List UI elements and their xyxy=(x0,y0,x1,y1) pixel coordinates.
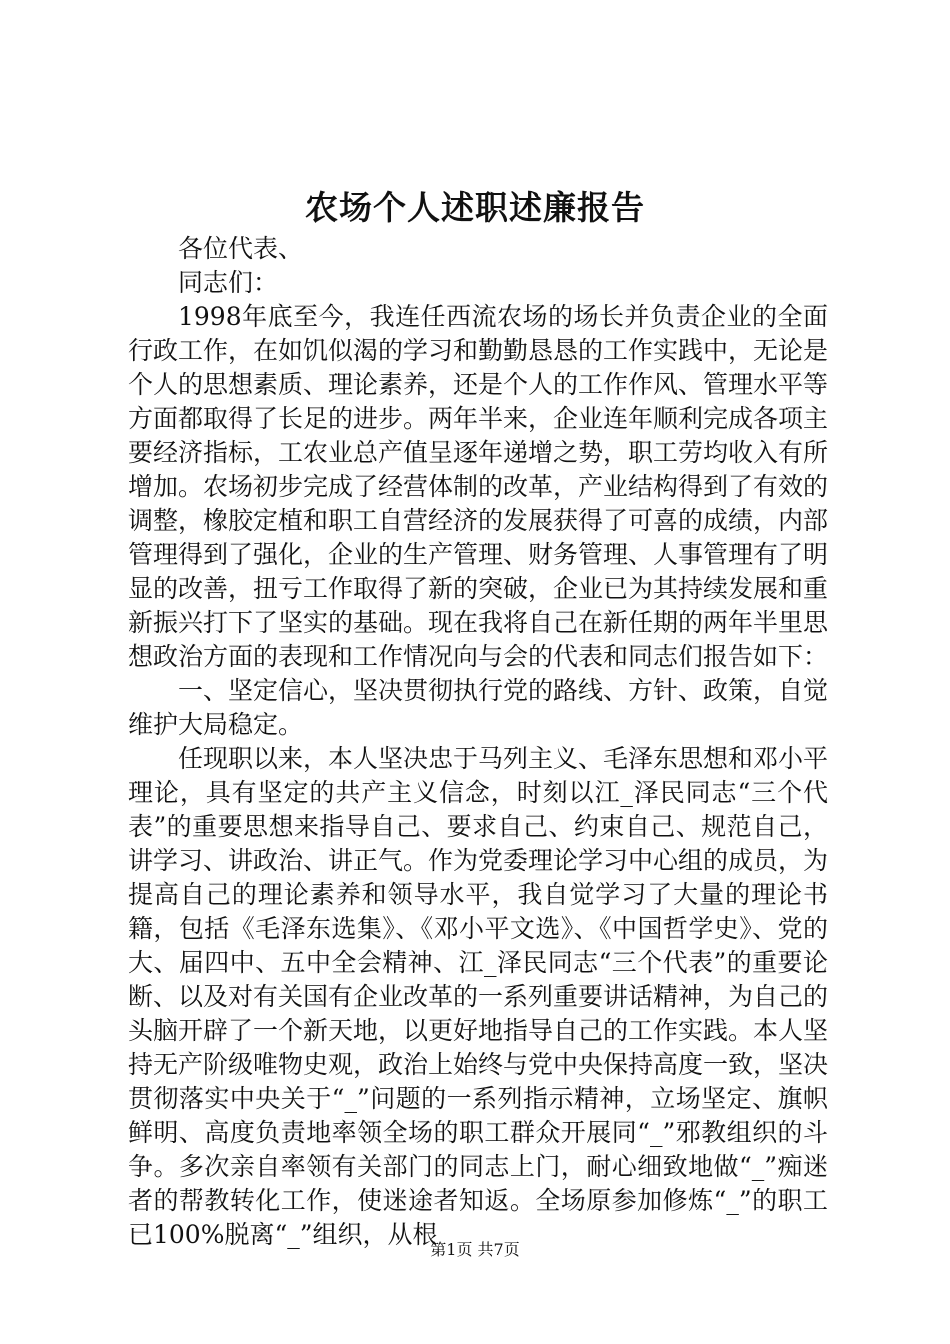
section-1-paragraph: 任现职以来，本人坚决忠于马列主义、毛泽东思想和邓小平理论，具有坚定的共产主义信念，时刻以江_泽民同志“三个代表”的重要思想来指导自己、要求自己、约束自己、规范自己，讲学习、讲政治、讲正气。作为党委理论学习中心组的成员，为提高自己的理论素养和领导水平，我自觉学习了大量的理论书籍，包括《毛泽东选集》、《邓小平文选》、《中国哲学史》、党的大、届四中、五中全会精神、江_泽民同志“三个代表”的重要论断、以及对有关国有企业改革的一系列重要讲话精神，为自己的头脑开辟了一个新天地，以更好地指导自己的工作实践。本人坚持无产阶级唯物史观，政治上始终与党中央保持高度一致，坚决贯彻落实中央关于“_”问题的一系列指示精神，立场坚定、旗帜鲜明、高度负责地率领全场的职工群众开展同“_”邪教组织的斗争。多次亲自率领有关部门的同志上门，耐心细致地做“_”痴迷者的帮教转化工作，使迷途者知返。全场原参加修炼“_”的职工已100%脱离“_”组织，从根 xyxy=(128,744,829,1249)
page-footer: 第1页 共7页 xyxy=(430,1240,520,1259)
salutation-line-1: 各位代表、 xyxy=(178,234,304,263)
section-heading-1: 一、坚定信心，坚决贯彻执行党的路线、方针、政策，自觉维护大局稳定。 xyxy=(128,676,829,739)
salutation-line-2: 同志们： xyxy=(178,268,279,297)
document-title: 农场个人述职述廉报告 xyxy=(305,188,645,227)
intro-paragraph: 1998年底至今，我连任西流农场的场长并负责企业的全面行政工作，在如饥似渴的学习和勤勤恳恳的工作实践中，无论是个人的思想素质、理论素养，还是个人的工作作风、管理水平等方面都取得了长足的进步。两年半来，企业连年顺利完成各项主要经济指标，工农业总产值呈逐年递增之势，职工劳均收入有所增加。农场初步完成了经营体制的改革，产业结构得到了有效的调整，橡胶定植和职工自营经济的发展获得了可喜的成绩，内部管理得到了强化，企业的生产管理、财务管理、人事管理有了明显的改善，扭亏工作取得了新的突破，企业已为其持续发展和重新振兴打下了坚实的基础。现在我将自己在新任期的两年半里思想政治方面的表现和工作情况向与会的代表和同志们报告如下： xyxy=(128,302,829,671)
document-body xyxy=(128,232,828,1252)
